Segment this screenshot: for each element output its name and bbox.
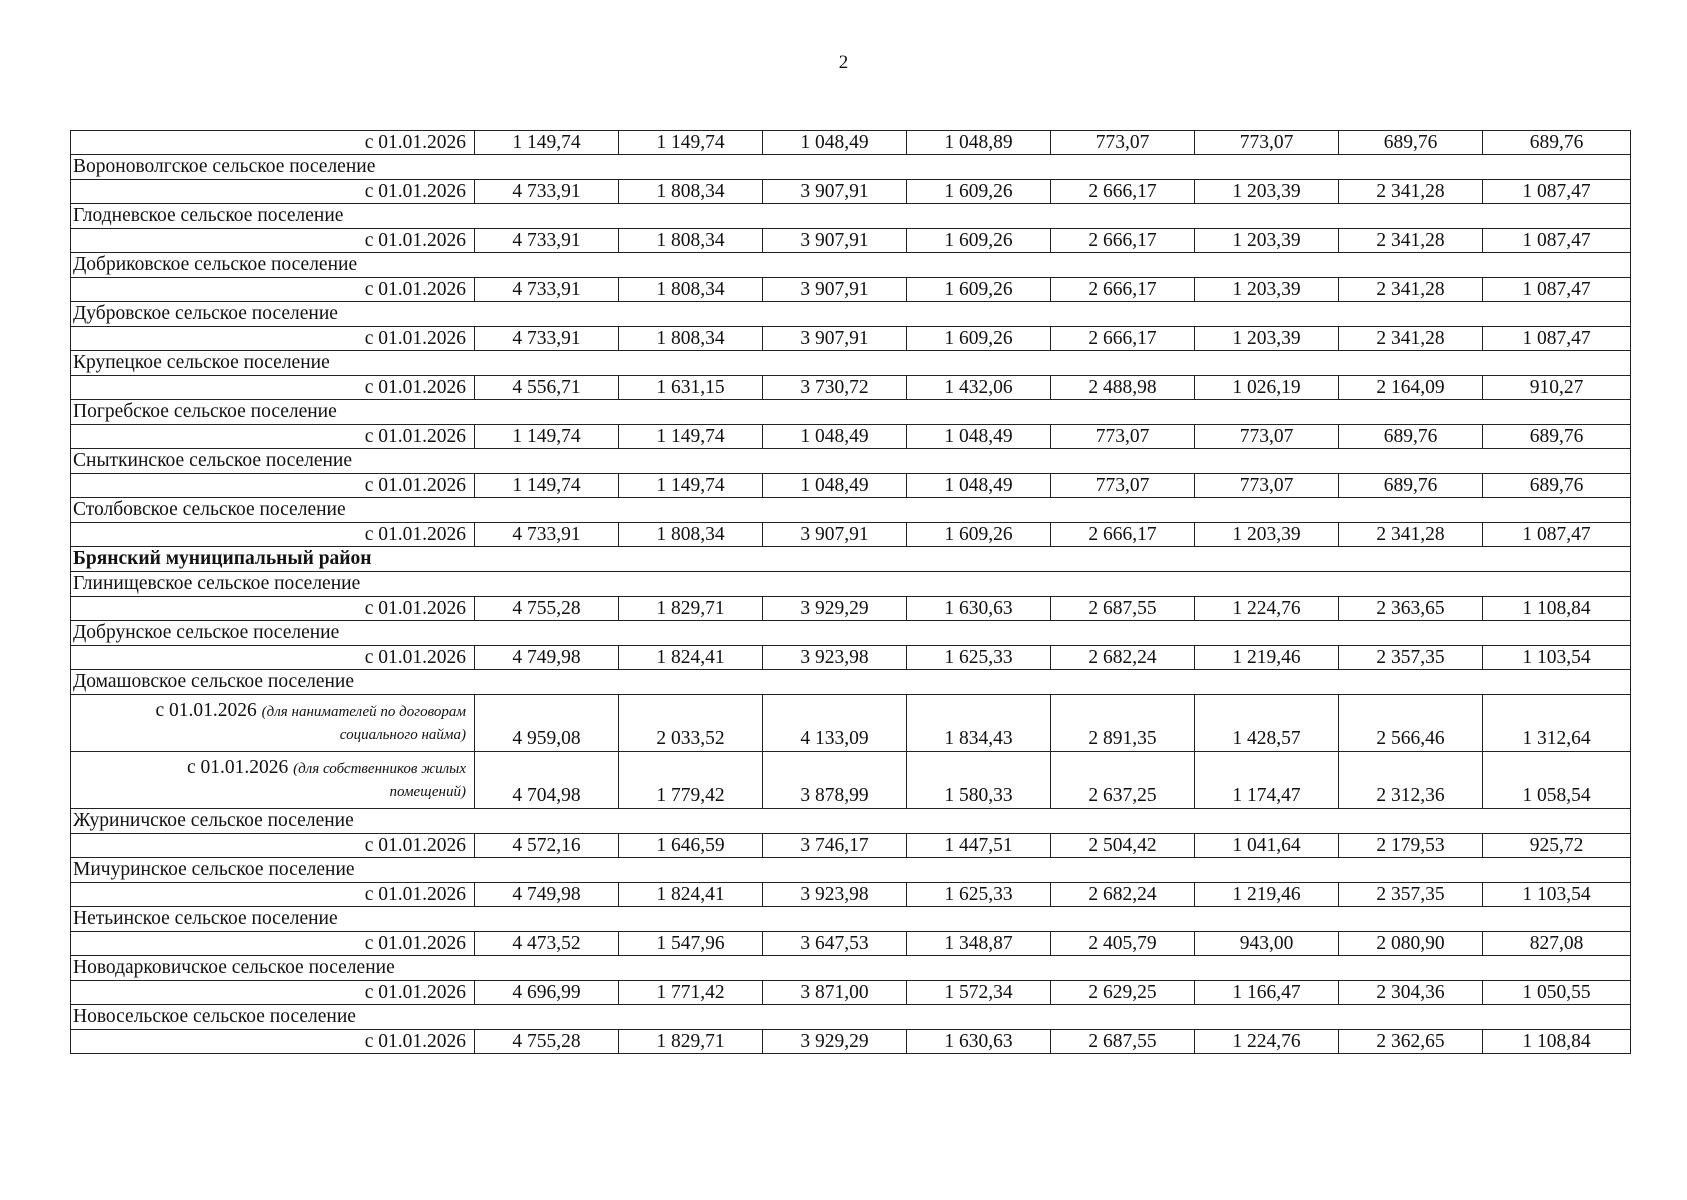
tariff-value-cell: 1 203,39 xyxy=(1195,327,1339,351)
settlement-header-row xyxy=(71,351,1631,376)
tariff-value-cell: 2 179,53 xyxy=(1339,834,1483,858)
tariff-value-cell: 2 341,28 xyxy=(1339,327,1483,351)
date-note-continued: помещений) xyxy=(389,784,466,800)
settlement-header-row xyxy=(71,907,1631,932)
tariff-value-cell: 1 609,26 xyxy=(907,278,1051,302)
effective-date-cell: с 01.01.2026 xyxy=(71,834,475,858)
tariff-value-cell: 3 647,53 xyxy=(763,932,907,956)
tariff-value-cell: 1 048,49 xyxy=(763,474,907,498)
tariff-value-cell: 4 733,91 xyxy=(475,523,619,547)
tariff-value-cell: 2 488,98 xyxy=(1051,376,1195,400)
tariff-data-row xyxy=(71,932,1631,956)
tariff-value-cell: 3 907,91 xyxy=(763,278,907,302)
tariff-value-cell: 1 058,54 xyxy=(1483,752,1631,809)
tariff-value-cell: 2 566,46 xyxy=(1339,695,1483,752)
tariff-value-cell: 1 149,74 xyxy=(475,474,619,498)
tariff-value-cell: 3 907,91 xyxy=(763,180,907,204)
tariff-value-cell: 2 304,36 xyxy=(1339,981,1483,1005)
tariff-value-cell: 1 824,41 xyxy=(619,883,763,907)
date-note: (для нанимателей по договорам xyxy=(261,704,466,720)
tariff-value-cell: 1 087,47 xyxy=(1483,327,1631,351)
settlement-name: Столбовское сельское поселение xyxy=(71,498,1631,523)
tariff-value-cell: 1 048,89 xyxy=(907,131,1051,155)
tariff-value-cell: 3 923,98 xyxy=(763,883,907,907)
tariff-value-cell: 2 637,25 xyxy=(1051,752,1195,809)
tariff-data-row xyxy=(71,180,1631,204)
settlement-name: Крупецкое сельское поселение xyxy=(71,351,1631,376)
tariff-value-cell: 773,07 xyxy=(1051,131,1195,155)
tariff-value-cell: 2 341,28 xyxy=(1339,278,1483,302)
tariff-value-cell: 1 625,33 xyxy=(907,883,1051,907)
tariff-value-cell: 925,72 xyxy=(1483,834,1631,858)
effective-date: с 01.01.2026 xyxy=(187,757,289,778)
tariff-value-cell: 4 473,52 xyxy=(475,932,619,956)
tariff-value-cell: 1 203,39 xyxy=(1195,278,1339,302)
settlement-header-row xyxy=(71,670,1631,695)
tariff-value-cell: 2 666,17 xyxy=(1051,278,1195,302)
tariff-value-cell: 773,07 xyxy=(1051,474,1195,498)
tariff-value-cell: 4 733,91 xyxy=(475,278,619,302)
settlement-name: Домашовское сельское поселение xyxy=(71,670,1631,695)
settlement-name: Сныткинское сельское поселение xyxy=(71,449,1631,474)
tariff-data-row xyxy=(71,597,1631,621)
tariff-value-cell: 1 348,87 xyxy=(907,932,1051,956)
tariff-value-cell: 4 755,28 xyxy=(475,1030,619,1054)
tariff-value-cell: 1 312,64 xyxy=(1483,695,1631,752)
tariff-value-cell: 1 572,34 xyxy=(907,981,1051,1005)
tariff-value-cell: 689,76 xyxy=(1339,425,1483,449)
tariff-value-cell: 1 048,49 xyxy=(763,425,907,449)
tariff-value-cell: 4 733,91 xyxy=(475,180,619,204)
tariff-value-cell: 689,76 xyxy=(1483,425,1631,449)
effective-date-cell: с 01.01.2026 xyxy=(71,425,475,449)
tariff-value-cell: 1 609,26 xyxy=(907,229,1051,253)
tariff-value-cell: 3 907,91 xyxy=(763,523,907,547)
tariff-value-cell: 3 907,91 xyxy=(763,327,907,351)
effective-date-cell: с 01.01.2026 xyxy=(71,180,475,204)
settlement-name: Мичуринское сельское поселение xyxy=(71,858,1631,883)
tariff-value-cell: 1 103,54 xyxy=(1483,883,1631,907)
tariff-value-cell: 1 625,33 xyxy=(907,646,1051,670)
settlement-name: Вороноволгское сельское поселение xyxy=(71,155,1631,180)
tariff-value-cell: 2 405,79 xyxy=(1051,932,1195,956)
tariff-value-cell: 1 646,59 xyxy=(619,834,763,858)
settlement-name: Дубровское сельское поселение xyxy=(71,302,1631,327)
tariff-value-cell: 1 026,19 xyxy=(1195,376,1339,400)
tariff-data-row xyxy=(71,523,1631,547)
tariff-value-cell: 1 829,71 xyxy=(619,1030,763,1054)
tariff-value-cell: 1 048,49 xyxy=(907,474,1051,498)
district-header-row xyxy=(71,547,1631,572)
effective-date-cell: с 01.01.2026 xyxy=(71,646,475,670)
tariff-value-cell: 1 580,33 xyxy=(907,752,1051,809)
tariff-value-cell: 1 041,64 xyxy=(1195,834,1339,858)
tariff-value-cell: 2 687,55 xyxy=(1051,597,1195,621)
tariff-value-cell: 1 609,26 xyxy=(907,180,1051,204)
tariff-value-cell: 4 959,08 xyxy=(475,695,619,752)
settlement-name: Добрунское сельское поселение xyxy=(71,621,1631,646)
tariff-value-cell: 4 749,98 xyxy=(475,883,619,907)
settlement-header-row xyxy=(71,809,1631,834)
tariff-value-cell: 2 357,35 xyxy=(1339,646,1483,670)
effective-date-cell: с 01.01.2026 xyxy=(71,131,475,155)
settlement-name: Глодневское сельское поселение xyxy=(71,204,1631,229)
tariff-value-cell: 4 133,09 xyxy=(763,695,907,752)
effective-date-cell xyxy=(71,695,475,752)
tariff-value-cell: 1 149,74 xyxy=(475,425,619,449)
tariff-value-cell: 827,08 xyxy=(1483,932,1631,956)
tariff-value-cell: 2 362,65 xyxy=(1339,1030,1483,1054)
settlement-header-row xyxy=(71,449,1631,474)
tariff-value-cell: 2 033,52 xyxy=(619,695,763,752)
tariff-value-cell: 1 834,43 xyxy=(907,695,1051,752)
tariff-value-cell: 1 048,49 xyxy=(907,425,1051,449)
effective-date-cell xyxy=(71,752,475,809)
tariff-value-cell: 1 087,47 xyxy=(1483,180,1631,204)
tariff-data-row xyxy=(71,376,1631,400)
tariff-table xyxy=(70,130,1631,1054)
settlement-header-row xyxy=(71,302,1631,327)
page-number: 2 xyxy=(838,52,849,73)
date-note: (для собственников жилых xyxy=(293,761,466,777)
tariff-data-row xyxy=(71,474,1631,498)
tariff-value-cell: 1 149,74 xyxy=(619,131,763,155)
tariff-value-cell: 1 808,34 xyxy=(619,327,763,351)
settlement-header-row xyxy=(71,1005,1631,1030)
effective-date-cell: с 01.01.2026 xyxy=(71,229,475,253)
tariff-value-cell: 1 174,47 xyxy=(1195,752,1339,809)
effective-date-cell: с 01.01.2026 xyxy=(71,327,475,351)
tariff-value-cell: 2 341,28 xyxy=(1339,523,1483,547)
tariff-value-cell: 2 504,42 xyxy=(1051,834,1195,858)
tariff-value-cell: 2 682,24 xyxy=(1051,883,1195,907)
tariff-value-cell: 2 312,36 xyxy=(1339,752,1483,809)
settlement-header-row xyxy=(71,253,1631,278)
tariff-value-cell: 3 871,00 xyxy=(763,981,907,1005)
settlement-name: Журиничское сельское поселение xyxy=(71,809,1631,834)
effective-date-cell: с 01.01.2026 xyxy=(71,1030,475,1054)
tariff-value-cell: 773,07 xyxy=(1195,131,1339,155)
tariff-value-cell: 2 341,28 xyxy=(1339,229,1483,253)
tariff-value-cell: 1 087,47 xyxy=(1483,523,1631,547)
tariff-value-cell: 1 630,63 xyxy=(907,1030,1051,1054)
tariff-value-cell: 1 149,74 xyxy=(619,474,763,498)
tariff-value-cell: 689,76 xyxy=(1483,131,1631,155)
tariff-value-cell: 689,76 xyxy=(1339,131,1483,155)
tariff-data-row xyxy=(71,752,1631,809)
tariff-value-cell: 1 087,47 xyxy=(1483,229,1631,253)
tariff-value-cell: 2 666,17 xyxy=(1051,229,1195,253)
tariff-value-cell: 4 733,91 xyxy=(475,327,619,351)
tariff-value-cell: 4 755,28 xyxy=(475,597,619,621)
tariff-data-row xyxy=(71,834,1631,858)
tariff-value-cell: 1 824,41 xyxy=(619,646,763,670)
effective-date-cell: с 01.01.2026 xyxy=(71,523,475,547)
tariff-value-cell: 1 149,74 xyxy=(475,131,619,155)
tariff-value-cell: 2 080,90 xyxy=(1339,932,1483,956)
tariff-value-cell: 2 629,25 xyxy=(1051,981,1195,1005)
tariff-value-cell: 1 203,39 xyxy=(1195,523,1339,547)
tariff-value-cell: 4 572,16 xyxy=(475,834,619,858)
tariff-value-cell: 4 704,98 xyxy=(475,752,619,809)
tariff-value-cell: 3 907,91 xyxy=(763,229,907,253)
tariff-data-row xyxy=(71,327,1631,351)
tariff-value-cell: 689,76 xyxy=(1339,474,1483,498)
tariff-value-cell: 773,07 xyxy=(1195,425,1339,449)
settlement-name: Глинищевское сельское поселение xyxy=(71,572,1631,597)
tariff-value-cell: 910,27 xyxy=(1483,376,1631,400)
settlement-header-row xyxy=(71,956,1631,981)
tariff-value-cell: 4 696,99 xyxy=(475,981,619,1005)
effective-date-cell: с 01.01.2026 xyxy=(71,883,475,907)
tariff-data-row xyxy=(71,646,1631,670)
tariff-value-cell: 1 203,39 xyxy=(1195,229,1339,253)
tariff-value-cell: 1 108,84 xyxy=(1483,1030,1631,1054)
settlement-name: Погребское сельское поселение xyxy=(71,400,1631,425)
tariff-value-cell: 1 219,46 xyxy=(1195,883,1339,907)
tariff-data-row xyxy=(71,1030,1631,1054)
settlement-header-row xyxy=(71,621,1631,646)
tariff-value-cell: 1 224,76 xyxy=(1195,597,1339,621)
tariff-value-cell: 1 050,55 xyxy=(1483,981,1631,1005)
tariff-value-cell: 2 682,24 xyxy=(1051,646,1195,670)
effective-date-cell: с 01.01.2026 xyxy=(71,932,475,956)
tariff-value-cell: 2 666,17 xyxy=(1051,327,1195,351)
tariff-value-cell: 4 749,98 xyxy=(475,646,619,670)
tariff-value-cell: 1 203,39 xyxy=(1195,180,1339,204)
tariff-value-cell: 3 929,29 xyxy=(763,1030,907,1054)
tariff-value-cell: 1 103,54 xyxy=(1483,646,1631,670)
settlement-header-row xyxy=(71,498,1631,523)
tariff-value-cell: 1 609,26 xyxy=(907,327,1051,351)
tariff-data-row xyxy=(71,278,1631,302)
tariff-value-cell: 3 923,98 xyxy=(763,646,907,670)
settlement-name: Новосельское сельское поселение xyxy=(71,1005,1631,1030)
effective-date-cell: с 01.01.2026 xyxy=(71,278,475,302)
settlement-header-row xyxy=(71,400,1631,425)
tariff-value-cell: 3 929,29 xyxy=(763,597,907,621)
tariff-value-cell: 2 687,55 xyxy=(1051,1030,1195,1054)
tariff-value-cell: 1 166,47 xyxy=(1195,981,1339,1005)
tariff-value-cell: 1 779,42 xyxy=(619,752,763,809)
tariff-value-cell: 2 666,17 xyxy=(1051,523,1195,547)
settlement-header-row xyxy=(71,155,1631,180)
tariff-value-cell: 1 048,49 xyxy=(763,131,907,155)
tariff-value-cell: 3 878,99 xyxy=(763,752,907,809)
effective-date-cell: с 01.01.2026 xyxy=(71,981,475,1005)
tariff-value-cell: 1 808,34 xyxy=(619,180,763,204)
tariff-value-cell: 943,00 xyxy=(1195,932,1339,956)
tariff-value-cell: 1 149,74 xyxy=(619,425,763,449)
date-note-continued: социального найма) xyxy=(339,727,466,743)
tariff-value-cell: 773,07 xyxy=(1051,425,1195,449)
effective-date: с 01.01.2026 xyxy=(155,700,257,721)
tariff-value-cell: 3 730,72 xyxy=(763,376,907,400)
effective-date-cell: с 01.01.2026 xyxy=(71,474,475,498)
tariff-value-cell: 1 808,34 xyxy=(619,523,763,547)
settlement-header-row xyxy=(71,204,1631,229)
tariff-value-cell: 2 164,09 xyxy=(1339,376,1483,400)
tariff-value-cell: 773,07 xyxy=(1195,474,1339,498)
settlement-name: Новодарковичское сельское поселение xyxy=(71,956,1631,981)
tariff-value-cell: 1 630,63 xyxy=(907,597,1051,621)
settlement-header-row xyxy=(71,858,1631,883)
tariff-value-cell: 4 733,91 xyxy=(475,229,619,253)
tariff-value-cell: 1 219,46 xyxy=(1195,646,1339,670)
tariff-value-cell: 3 746,17 xyxy=(763,834,907,858)
tariff-value-cell: 1 547,96 xyxy=(619,932,763,956)
tariff-value-cell: 1 631,15 xyxy=(619,376,763,400)
tariff-value-cell: 4 556,71 xyxy=(475,376,619,400)
tariff-data-row xyxy=(71,131,1631,155)
tariff-value-cell: 2 341,28 xyxy=(1339,180,1483,204)
tariff-data-row xyxy=(71,883,1631,907)
settlement-name: Добриковское сельское поселение xyxy=(71,253,1631,278)
tariff-value-cell: 1 808,34 xyxy=(619,278,763,302)
tariff-data-row xyxy=(71,981,1631,1005)
tariff-data-row xyxy=(71,229,1631,253)
tariff-value-cell: 2 891,35 xyxy=(1051,695,1195,752)
effective-date-cell: с 01.01.2026 xyxy=(71,376,475,400)
tariff-value-cell: 1 447,51 xyxy=(907,834,1051,858)
tariff-value-cell: 689,76 xyxy=(1483,474,1631,498)
district-name: Брянский муниципальный район xyxy=(71,547,1631,572)
tariff-value-cell: 2 666,17 xyxy=(1051,180,1195,204)
effective-date-cell: с 01.01.2026 xyxy=(71,597,475,621)
tariff-value-cell: 1 224,76 xyxy=(1195,1030,1339,1054)
tariff-value-cell: 1 609,26 xyxy=(907,523,1051,547)
tariff-value-cell: 2 357,35 xyxy=(1339,883,1483,907)
tariff-value-cell: 1 108,84 xyxy=(1483,597,1631,621)
tariff-value-cell: 2 363,65 xyxy=(1339,597,1483,621)
tariff-data-row xyxy=(71,695,1631,752)
tariff-value-cell: 1 771,42 xyxy=(619,981,763,1005)
tariff-data-row xyxy=(71,425,1631,449)
settlement-header-row xyxy=(71,572,1631,597)
tariff-value-cell: 1 432,06 xyxy=(907,376,1051,400)
tariff-value-cell: 1 428,57 xyxy=(1195,695,1339,752)
settlement-name: Нетьинское сельское поселение xyxy=(71,907,1631,932)
tariff-value-cell: 1 087,47 xyxy=(1483,278,1631,302)
tariff-value-cell: 1 829,71 xyxy=(619,597,763,621)
tariff-value-cell: 1 808,34 xyxy=(619,229,763,253)
